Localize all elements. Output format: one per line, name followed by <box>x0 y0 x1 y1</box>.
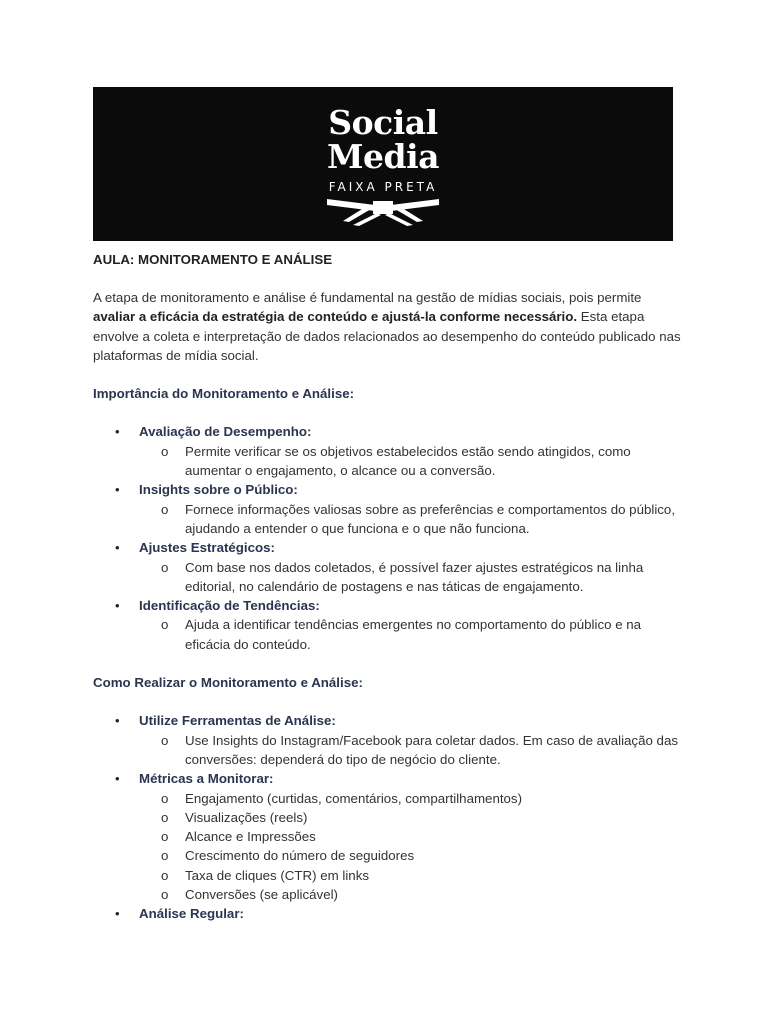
sub-list-text: Conversões (se aplicável) <box>185 887 338 903</box>
list-item-label: Avaliação de Desempenho: <box>139 424 312 440</box>
sub-list-text: Ajuda a identificar tendências emergentes no comportamento do público e na eficácia do conteúdo. <box>185 617 642 652</box>
sub-list-text: Fornece informações valiosas sobre as preferências e comportamentos do público, ajudando a entender o que funciona e o que não funciona. <box>185 501 676 536</box>
black-belt-icon <box>323 193 443 227</box>
list-item <box>93 422 683 480</box>
sub-list-text: Crescimento do número de seguidores <box>185 848 415 864</box>
page-title: AULA: MONITORAMENTO E ANÁLISE <box>93 252 333 267</box>
list-item-label: Análise Regular: <box>139 906 244 922</box>
sub-list-item <box>139 885 683 904</box>
bullet-icon: • <box>115 713 120 729</box>
section-heading-importance: Importância do Monitoramento e Análise: <box>93 386 355 402</box>
sub-list-item <box>139 731 683 770</box>
sub-list <box>139 442 683 481</box>
document-body <box>93 250 683 924</box>
sub-list-text: Com base nos dados coletados, é possível fazer ajustes estratégicos na linha editorial, no calendário de postagens e nas táticas de engajamento. <box>185 559 644 594</box>
circle-bullet-icon: o <box>161 809 169 825</box>
bullet-icon: • <box>115 598 120 614</box>
list-item <box>93 769 683 904</box>
sub-list-item <box>139 789 683 808</box>
sub-list-item <box>139 866 683 885</box>
sub-list-item <box>139 808 683 827</box>
intro-text-end: Esta etapa envolve a coleta e interpretação de dados relacionados ao desempenho do conteúdo publicado nas plataformas de mídia social. <box>93 309 681 363</box>
importance-list <box>93 422 683 654</box>
circle-bullet-icon: o <box>161 790 169 806</box>
sub-list-item <box>139 442 683 481</box>
intro-paragraph <box>93 288 683 365</box>
sub-list-item <box>139 615 683 654</box>
sub-list <box>139 731 683 770</box>
bullet-icon: • <box>115 540 120 556</box>
circle-bullet-icon: o <box>161 829 169 845</box>
logo-title-line2: Media <box>326 137 440 176</box>
bullet-icon: • <box>115 771 120 787</box>
list-item <box>93 904 683 923</box>
circle-bullet-icon: o <box>161 443 169 459</box>
circle-bullet-icon: o <box>161 501 169 517</box>
logo-title-line1: Social <box>328 103 438 142</box>
list-item <box>93 711 683 769</box>
sub-list-text: Use Insights do Instagram/Facebook para coletar dados. Em caso de avaliação das conversões: dependerá do tipo de negócio do cliente. <box>185 732 678 767</box>
sub-list-text: Taxa de cliques (CTR) em links <box>185 867 369 883</box>
sub-list-text: Permite verificar se os objetivos estabelecidos estão sendo atingidos, como aumentar o engajamento, o alcance ou a conversão. <box>185 443 631 479</box>
section-heading-how-to: Como Realizar o Monitoramento e Análise: <box>93 675 363 691</box>
circle-bullet-icon: o <box>161 559 169 575</box>
sub-list <box>139 789 683 905</box>
sub-list <box>139 615 683 654</box>
sub-list <box>139 558 683 597</box>
list-item-label: Identificação de Tendências: <box>139 598 320 614</box>
intro-text-bold: avaliar a eficácia da estratégia de conteúdo e ajustá-la conforme necessário. <box>93 309 578 325</box>
bullet-icon: • <box>115 424 120 440</box>
bullet-icon: • <box>115 906 120 922</box>
list-item <box>93 480 683 538</box>
circle-bullet-icon: o <box>161 732 169 748</box>
logo-subtitle: FAIXA PRETA <box>328 180 438 194</box>
header-banner <box>93 87 673 241</box>
circle-bullet-icon: o <box>161 617 169 633</box>
list-item-label: Métricas a Monitorar: <box>139 771 274 787</box>
list-item-label: Ajustes Estratégicos: <box>139 540 275 556</box>
sub-list-text: Visualizações (reels) <box>185 809 308 825</box>
list-item <box>93 538 683 596</box>
list-item-label: Utilize Ferramentas de Análise: <box>139 713 336 729</box>
circle-bullet-icon: o <box>161 848 169 864</box>
sub-list-item <box>139 827 683 846</box>
intro-text-start: A etapa de monitoramento e análise é fundamental na gestão de mídias sociais, pois permite <box>93 290 642 305</box>
sub-list-text: Engajamento (curtidas, comentários, compartilhamentos) <box>185 790 523 806</box>
list-item <box>93 596 683 654</box>
bullet-icon: • <box>115 482 120 498</box>
how-to-list <box>93 711 683 923</box>
list-item-label: Insights sobre o Público: <box>139 482 298 498</box>
sub-list-item <box>139 846 683 865</box>
sub-list-item <box>139 500 683 539</box>
sub-list-text: Alcance e Impressões <box>185 829 316 845</box>
circle-bullet-icon: o <box>161 887 169 903</box>
circle-bullet-icon: o <box>161 867 169 883</box>
sub-list <box>139 500 683 539</box>
sub-list-item <box>139 558 683 597</box>
